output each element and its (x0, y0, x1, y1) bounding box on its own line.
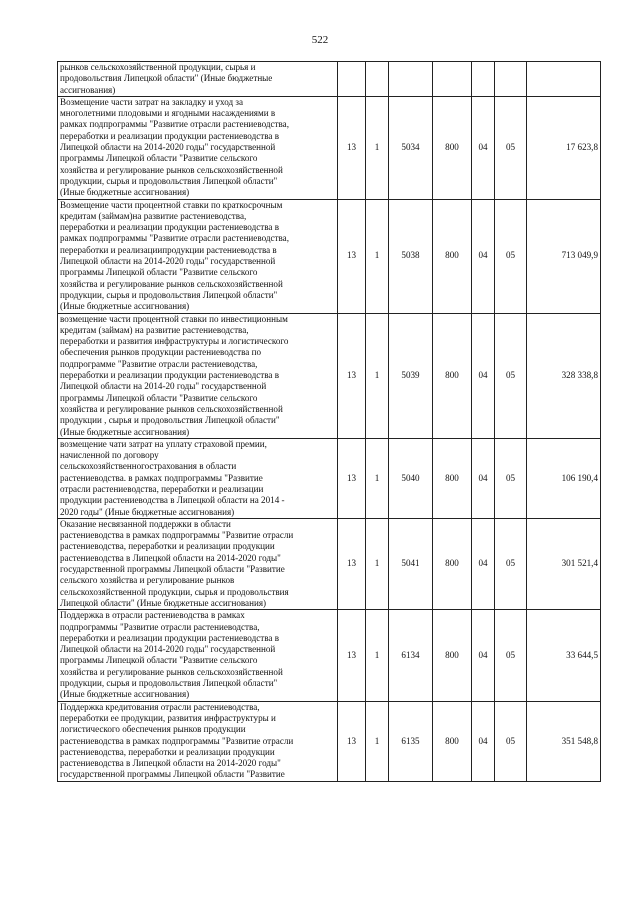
description-line: (Иные бюджетные ассигнования) (60, 426, 190, 437)
type-code-cell: 800 (433, 701, 472, 781)
amount-cell: 713 049,9 (527, 199, 601, 313)
row-description (58, 701, 338, 781)
description-line: Липецкой области на 2014-20 годы" государственной (60, 381, 267, 392)
table-row (58, 199, 601, 313)
section-code-cell: 04 (472, 96, 495, 199)
expense-code-cell: 5034 (389, 96, 433, 199)
row-description (58, 62, 338, 97)
type-code-cell: 800 (433, 518, 472, 609)
section-code-cell: 04 (472, 518, 495, 609)
ministry-code-cell (338, 62, 366, 97)
program-code-cell: 1 (366, 438, 389, 518)
description-line: хозяйства и регулирование рынков сельскохозяйственной (60, 278, 283, 289)
section-code-cell: 04 (472, 701, 495, 781)
description-line: кредитам (займам)на развитие растениеводства, (60, 210, 247, 221)
description-line: программы Липецкой области "Развитие сельского (60, 655, 258, 666)
amount-cell: 328 338,8 (527, 313, 601, 438)
description-line: программы Липецкой области "Развитие сельского (60, 392, 258, 403)
description-line: хозяйства и регулирование рынков сельскохозяйственной (60, 403, 283, 414)
section-code-cell: 04 (472, 199, 495, 313)
table-row (58, 610, 601, 701)
description-line: подпрограмме "Развитие отрасли растениеводства, (60, 358, 258, 369)
subsection-code-cell: 05 (495, 701, 527, 781)
ministry-code-cell: 13 (338, 438, 366, 518)
expense-code-cell: 6134 (389, 610, 433, 701)
ministry-code-cell: 13 (338, 518, 366, 609)
description-line: Липецкой области на 2014-2020 годы" государственной (60, 256, 276, 267)
description-line: Поддержка в отрасли растениеводства в рамках (60, 610, 245, 621)
description-line: переработки и реализации продукции растениеводства в (60, 222, 280, 233)
description-line: Возмещение части процентной ставки по краткосрочным (60, 199, 283, 210)
description-line: растениеводства в рамках подпрограммы "Развитие отрасли (60, 735, 294, 746)
program-code-cell: 1 (366, 313, 389, 438)
description-line: логистического обеспечения рынков продукции (60, 724, 246, 735)
table-row (58, 518, 601, 609)
description-line: подпрограммы "Развитие отрасли растениеводства, (60, 621, 260, 632)
description-line: продукции , сырья и продовольствия Липецкой области" (60, 415, 280, 426)
description-line: растениеводства в Липецкой области на 2014-2020 годы" (60, 552, 281, 563)
type-code-cell: 800 (433, 438, 472, 518)
description-line: переработки и реализации продукции растениеводства в (60, 130, 280, 141)
row-description (58, 438, 338, 518)
description-line: растениеводства. в рамках подпрограммы "Развитие (60, 472, 263, 483)
type-code-cell: 800 (433, 610, 472, 701)
table-row (58, 313, 601, 438)
expense-code-cell: 5039 (389, 313, 433, 438)
amount-cell (527, 62, 601, 97)
description-line: возмещение чати затрат на уплату страховой премии, (60, 438, 267, 449)
description-line: Липецкой области на 2014-2020 годы" государственной (60, 644, 276, 655)
description-line: хозяйства и регулирование рынков сельскохозяйственной (60, 164, 283, 175)
amount-cell: 351 548,8 (527, 701, 601, 781)
description-line: государственной программы Липецкой области "Развитие (60, 769, 285, 780)
type-code-cell (433, 62, 472, 97)
program-code-cell: 1 (366, 610, 389, 701)
ministry-code-cell: 13 (338, 96, 366, 199)
expense-code-cell: 6135 (389, 701, 433, 781)
description-line: продукции растениеводства в Липецкой области на 2014 - (60, 495, 285, 506)
expense-code-cell: 5038 (389, 199, 433, 313)
description-line: многолетними плодовыми и ягодными насаждениями в (60, 108, 276, 119)
program-code-cell (366, 62, 389, 97)
expense-code-cell: 5041 (389, 518, 433, 609)
type-code-cell: 800 (433, 199, 472, 313)
description-line: продукции, сырья и продовольствия Липецкой области" (60, 678, 278, 689)
ministry-code-cell: 13 (338, 199, 366, 313)
description-line: растениеводства в рамках подпрограммы "Развитие отрасли (60, 530, 294, 541)
description-line: продукции, сырья и продовольствия Липецкой области" (60, 175, 278, 186)
type-code-cell: 800 (433, 313, 472, 438)
table-row (58, 701, 601, 781)
ministry-code-cell: 13 (338, 701, 366, 781)
description-line: 2020 годы" (Иные бюджетные ассигнования) (60, 506, 235, 517)
subsection-code-cell: 05 (495, 610, 527, 701)
section-code-cell: 04 (472, 610, 495, 701)
description-line: (Иные бюджетные ассигнования) (60, 689, 190, 700)
subsection-code-cell: 05 (495, 438, 527, 518)
description-line: переработки и реализации продукции растениеводства в (60, 632, 280, 643)
expense-code-cell (389, 62, 433, 97)
row-description (58, 518, 338, 609)
description-line: сельского хозяйства и регулирование рынков (60, 575, 235, 586)
amount-cell: 106 190,4 (527, 438, 601, 518)
subsection-code-cell: 05 (495, 96, 527, 199)
description-line: сельскохозяйственной продукции, сырья и продовольствия (60, 586, 289, 597)
subsection-code-cell: 05 (495, 313, 527, 438)
budget-table (57, 61, 601, 782)
ministry-code-cell: 13 (338, 610, 366, 701)
amount-cell: 301 521,4 (527, 518, 601, 609)
program-code-cell: 1 (366, 96, 389, 199)
table-row (58, 96, 601, 199)
program-code-cell: 1 (366, 199, 389, 313)
description-line: Липецкой области на 2014-2020 годы" государственной (60, 142, 276, 153)
description-line: переработки и реализациипродукции растениеводства в (60, 244, 277, 255)
row-description (58, 199, 338, 313)
description-line: переработки и реализации продукции растениеводства в (60, 370, 280, 381)
description-line: переработки и развития инфраструктуры и логистического (60, 336, 289, 347)
description-line: рамках подпрограммы "Развитие отрасли растениеводства, (60, 119, 289, 130)
description-line: начисленной по договору (60, 450, 159, 461)
program-code-cell: 1 (366, 518, 389, 609)
description-line: Оказание несвязанной поддержки в области (60, 518, 231, 529)
row-description (58, 96, 338, 199)
amount-cell: 17 623,8 (527, 96, 601, 199)
amount-cell: 33 644,5 (527, 610, 601, 701)
description-line: (Иные бюджетные ассигнования) (60, 187, 190, 198)
expense-code-cell: 5040 (389, 438, 433, 518)
description-line: возмещение части процентной ставки по инвестиционным (60, 313, 288, 324)
row-description (58, 610, 338, 701)
description-line: Возмещение части затрат на закладку и уход за (60, 96, 244, 107)
ministry-code-cell: 13 (338, 313, 366, 438)
section-code-cell: 04 (472, 438, 495, 518)
program-code-cell: 1 (366, 701, 389, 781)
section-code-cell: 04 (472, 313, 495, 438)
subsection-code-cell: 05 (495, 199, 527, 313)
description-line: ассигнования) (60, 84, 116, 95)
description-line: программы Липецкой области "Развитие сельского (60, 153, 258, 164)
description-line: хозяйства и регулирование рынков сельскохозяйственной (60, 666, 283, 677)
description-line: программы Липецкой области "Развитие сельского (60, 267, 258, 278)
section-code-cell (472, 62, 495, 97)
description-line: Поддержка кредитования отрасли растениеводства, (60, 701, 260, 712)
table-row (58, 438, 601, 518)
description-line: растениеводства в Липецкой области на 2014-2020 годы" (60, 758, 281, 769)
budget-table-body (58, 62, 601, 782)
subsection-code-cell (495, 62, 527, 97)
description-line: отрасли растениеводства, переработки и реализации (60, 483, 264, 494)
description-line: продовольствия Липецкой области" (Иные бюджетные (60, 73, 273, 84)
row-description (58, 313, 338, 438)
description-line: продукции, сырья и продовольствия Липецкой области" (60, 289, 278, 300)
subsection-code-cell: 05 (495, 518, 527, 609)
description-line: рамках подпрограммы "Развитие отрасли растениеводства, (60, 233, 289, 244)
description-line: кредитам (займам) на развитие растениеводства, (60, 324, 249, 335)
description-line: растениеводства, переработки и реализации продукции (60, 541, 275, 552)
description-line: сельскохозяйственногострахования в области (60, 461, 237, 472)
description-line: Липецкой области" (Иные бюджетные ассигнования) (60, 597, 267, 608)
table-row (58, 62, 601, 97)
page-number: 522 (311, 34, 329, 46)
type-code-cell: 800 (433, 96, 472, 199)
description-line: растениеводства, переработки и реализации продукции (60, 746, 275, 757)
description-line: (Иные бюджетные ассигнования) (60, 301, 190, 312)
description-line: обеспечения рынков продукции растениеводства по (60, 347, 262, 358)
description-line: переработки ее продукции, развития инфраструктуры и (60, 712, 276, 723)
description-line: рынков сельскохозяйственной продукции, сырья и (60, 62, 256, 72)
description-line: государственной программы Липецкой области "Развитие (60, 564, 285, 575)
